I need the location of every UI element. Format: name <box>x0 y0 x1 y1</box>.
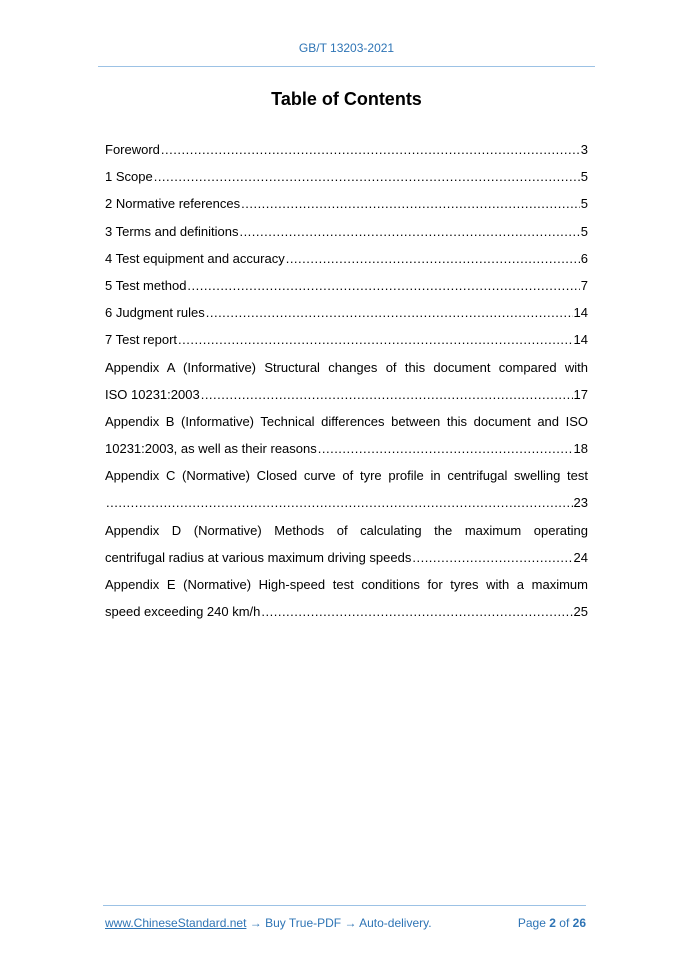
toc-entry-foreword[interactable] <box>105 139 588 166</box>
toc-page-number: 7 <box>580 277 588 293</box>
toc-page-number: 23 <box>573 495 588 511</box>
page-label: Page <box>517 916 546 930</box>
toc-entry-label: 7 Test report <box>105 332 178 348</box>
toc-entry-scope[interactable] <box>105 166 588 193</box>
toc-entry-label: 3 Terms and definitions <box>105 223 239 239</box>
toc-page-number: 17 <box>573 386 588 402</box>
dot-leader <box>239 221 579 243</box>
toc-entry-label: 6 Judgment rules <box>105 305 205 321</box>
toc-entry-label: Foreword <box>105 142 160 157</box>
toc-entry-test-equipment[interactable] <box>105 248 588 275</box>
toc-entry-appendix-e-line1[interactable]: Appendix E (Normative) High-speed test conditions for tyres with a maximum <box>105 577 588 592</box>
toc-entry-judgment-rules[interactable] <box>105 302 588 329</box>
toc-entry-label: 2 Normative references <box>105 196 241 212</box>
dot-leader <box>178 329 573 351</box>
dot-leader <box>318 438 573 460</box>
page-title: Table of Contents <box>271 89 422 109</box>
toc-entry-appendix-e-line2[interactable] <box>105 601 588 628</box>
toc-entry-appendix-d-line2[interactable] <box>105 547 588 574</box>
dot-leader <box>161 139 580 161</box>
toc-entry-appendix-d-line1[interactable]: Appendix D (Normative) Methods of calculating the maximum operating <box>105 522 588 538</box>
dot-leader <box>412 547 572 569</box>
toc-entry-test-report[interactable] <box>105 329 588 356</box>
dot-leader <box>206 302 573 324</box>
toc-entry-appendix-b-line1[interactable]: Appendix B (Informative) Technical differences between this document and ISO <box>105 413 588 429</box>
toc-entry-label: speed exceeding 240 km/h <box>105 604 261 620</box>
toc-entry-label: 5 Test method <box>105 277 187 293</box>
toc-entry-appendix-a-line2[interactable] <box>105 384 588 411</box>
dot-leader <box>201 384 573 406</box>
page-counter <box>518 916 586 930</box>
toc-entry-appendix-b-line2[interactable] <box>105 438 588 465</box>
table-of-contents <box>105 139 588 628</box>
dot-leader <box>261 601 572 623</box>
toc-entry-terms-and-definitions[interactable] <box>105 221 588 248</box>
website-link[interactable]: www.ChineseStandard.net <box>105 916 247 930</box>
dot-leader <box>187 275 579 297</box>
toc-entry-label: 4 Test equipment and accuracy <box>105 250 285 266</box>
toc-page-number: 5 <box>580 196 588 212</box>
total-page-number: 26 <box>572 916 586 930</box>
toc-page-number: 18 <box>573 441 588 457</box>
page-of-label: of <box>559 916 570 930</box>
toc-page-number: 5 <box>580 223 588 239</box>
footer-promo <box>105 916 432 930</box>
toc-entry-label: ISO 10231:2003 <box>105 386 200 402</box>
toc-page-number: 5 <box>580 169 588 185</box>
toc-entry-test-method[interactable] <box>105 275 588 302</box>
toc-entry-appendix-c-line1[interactable]: Appendix C (Normative) Closed curve of tyre profile in centrifugal swelling test <box>105 468 588 484</box>
toc-page-number: 24 <box>573 549 588 565</box>
dot-leader <box>241 193 580 215</box>
toc-entry-appendix-a-line1[interactable]: Appendix A (Informative) Structural changes of this document compared with <box>105 359 588 375</box>
toc-entry-label: centrifugal radius at various maximum driving speeds <box>105 549 412 565</box>
toc-page-number: 14 <box>573 332 588 348</box>
page-header: GB/T 13203-2021 <box>298 41 395 55</box>
header-divider <box>98 66 595 67</box>
toc-entry-normative-references[interactable] <box>105 193 588 220</box>
footer-divider <box>103 905 586 906</box>
dot-leader <box>286 248 580 270</box>
toc-page-number: 6 <box>580 250 588 266</box>
toc-page-number: 3 <box>580 142 588 157</box>
current-page-number: 2 <box>549 916 556 930</box>
toc-entry-label: 1 Scope <box>105 169 153 185</box>
toc-entry-label: 10231:2003, as well as their reasons <box>105 441 317 457</box>
toc-page-number: 25 <box>573 604 588 620</box>
toc-entry-appendix-c-line2[interactable] <box>105 492 588 519</box>
dot-leader <box>106 492 573 514</box>
toc-page-number: 14 <box>573 305 588 321</box>
footer-promo-text: → Buy True-PDF → Auto-delivery. <box>246 916 432 930</box>
dot-leader <box>154 166 580 188</box>
